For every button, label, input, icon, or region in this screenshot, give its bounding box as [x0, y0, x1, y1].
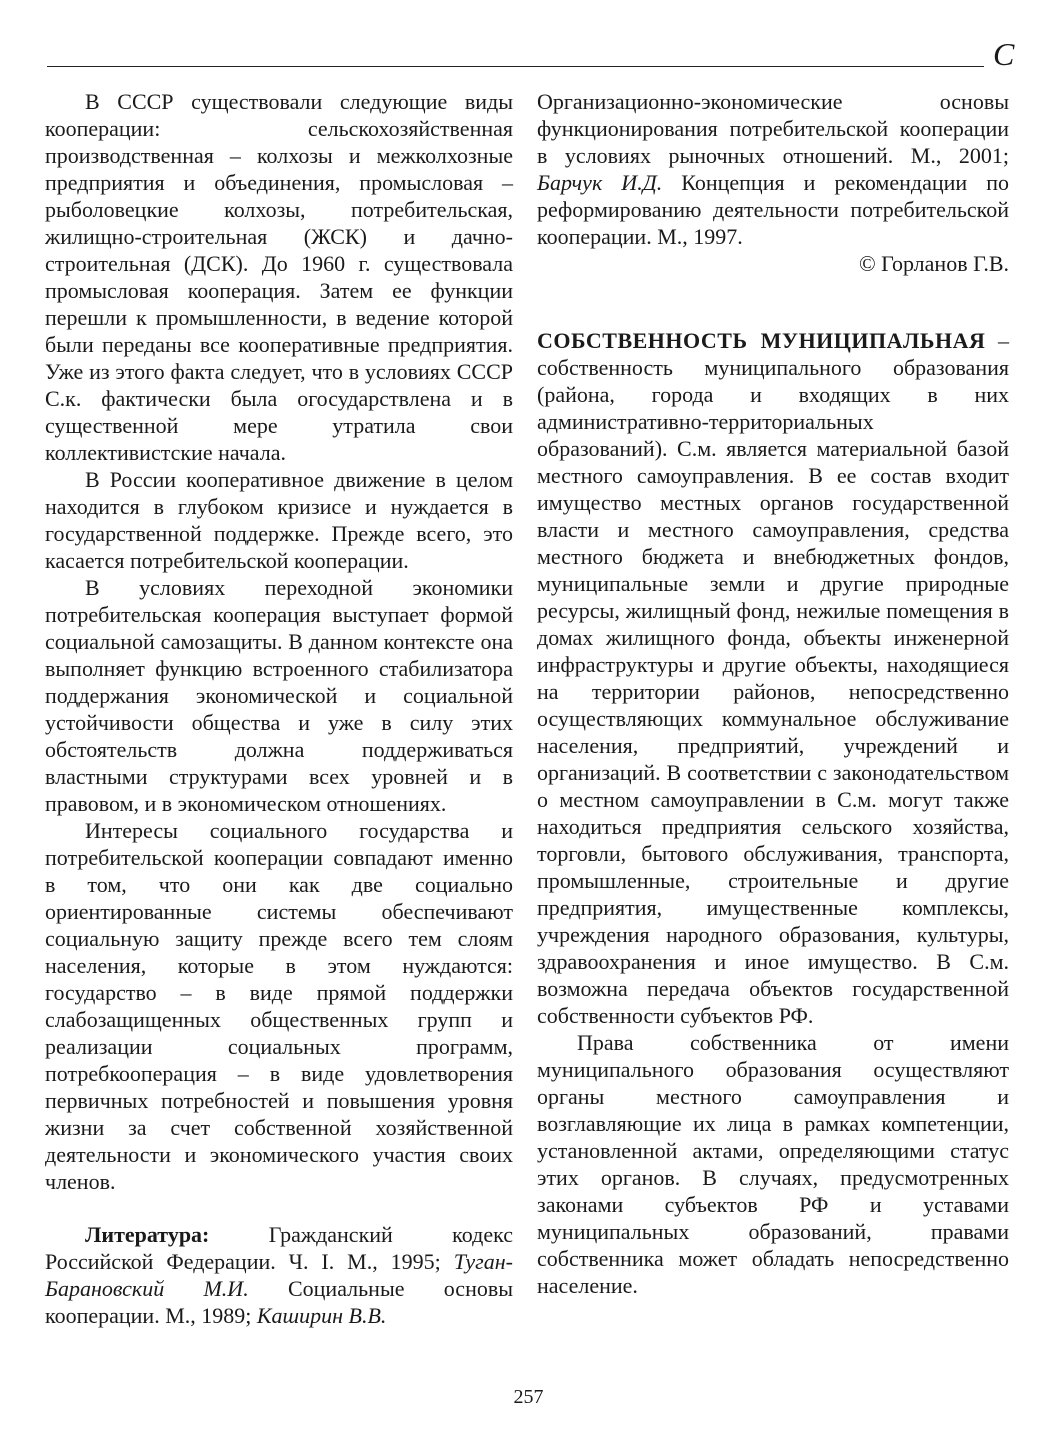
- literature-label: Литература:: [85, 1222, 210, 1247]
- literature-continuation: [537, 88, 1009, 250]
- header-rule: [47, 66, 984, 67]
- paragraph: Интересы социального государства и потребительской кооперации совпадают именно в том, что они как две социально ориентированные системы обеспечивают социальную защиту прежде всего тем слоям населения, которые в этом нуждаются: государство – в виде прямой поддержки слабозащищенных общественных групп и реализации социальных программ, потребкооперация – в виде удовлетворения первичных потребностей и повышения уровня жизни за счет собственной хозяйственной деятельности и экономического участия своих членов.: [45, 818, 513, 1194]
- paragraph: В СССР существовали следующие виды кооперации: сельскохозяйственная производственная – колхозы и межколхозные предприятия и объединения, промысловая – рыболовецкие колхозы, потребительская, жилищно-строительная (ЖСК) и дачно-строительная (ДСК). До 1960 г. существовала промысловая кооперация. Затем ее функции перешли к промышленности, в ведение которой были переданы все кооперативные предприятия. Уже из этого факта следует, что в условиях СССР С.к. фактически была огосударствлена и в существенной мере утратила свои коллективистские начала.: [45, 89, 513, 465]
- literature-author: Барчук И.Д.: [537, 170, 663, 195]
- paragraph: В условиях переходной экономики потребительская кооперация выступает формой социальной самозащиты. В данном контексте она выполняет функцию встроенного стабилизатора поддержания экономической и социальной устойчивости общества и уже в силу этих обстоятельств должна поддерживаться властными структурами всех уровней и в правовом, и в экономическом отношениях.: [45, 575, 513, 816]
- literature-text: Организационно-экономические основы функционирования потребительской кооперации в условиях рыночных отношений. М., 2001;: [537, 89, 1009, 168]
- paragraph: Права собственника от имени муниципального образования осуществляют органы местного самоуправления и возглавляющие их лица в рамках компетенции, установленной актами, определяющими статус этих органов. В случаях, предусмотренных законами субъектов РФ и уставами муниципальных образований, правами собственника может обладать непосредственно население.: [537, 1030, 1009, 1298]
- literature-block: [45, 1221, 513, 1329]
- dictionary-entry: [537, 327, 1009, 1029]
- page-number: 257: [513, 1386, 544, 1408]
- entry-title: СОБСТВЕННОСТЬ МУНИЦИПАЛЬНАЯ: [537, 328, 986, 353]
- entry-definition: – собственность муниципального образования (района, города и входящих в них административно-территориальных образований). С.м. является материальной базой местного самоуправления. В ее состав входит имущество местных органов государственной власти и местного самоуправления, средства местного бюджета и внебюджетных фондов, муниципальные земли и другие природные ресурсы, жилищный фонд, нежилые помещения в домах жилищного фонда, объекты инженерной инфраструктуры и другие объекты, находящиеся на территории районов, непосредственно осуществляющих коммунальное обслуживание населения, предприятий, учреждений и организаций. В соответствии с законодательством о местном самоуправлении в С.м. могут также находиться предприятия сельского хозяйства, торговли, бытового обслуживания, транспорта, промышленные, строительные и другие предприятия, имущественные комплексы, учреждения народного образования, культуры, здравоохранения и иное имущество. В С.м. возможна передача объектов государственной собственности субъектов РФ.: [537, 328, 1010, 1028]
- literature-text: Концепция и рекомендации по реформированию деятельности потребительской кооперации. М., 1997.: [537, 170, 1010, 249]
- literature-author: Каширин В.В.: [256, 1303, 387, 1328]
- literature-author: Туган-Барановский М.И.: [45, 1249, 513, 1301]
- right-column: [537, 88, 1009, 1299]
- paragraph: В России кооперативное движение в целом находится в глубоком кризисе и нуждается в государственной поддержке. Прежде всего, это касается потребительской кооперации.: [45, 467, 513, 573]
- literature-text: Социальные основы кооперации. М., 1989;: [45, 1276, 514, 1328]
- copyright-author: © Горланов Г.В.: [858, 251, 1009, 276]
- left-column: [45, 88, 513, 1329]
- section-letter: С: [993, 36, 1015, 72]
- literature-text: Гражданский кодекс Российской Федерации. Ч. I. М., 1995;: [45, 1222, 513, 1274]
